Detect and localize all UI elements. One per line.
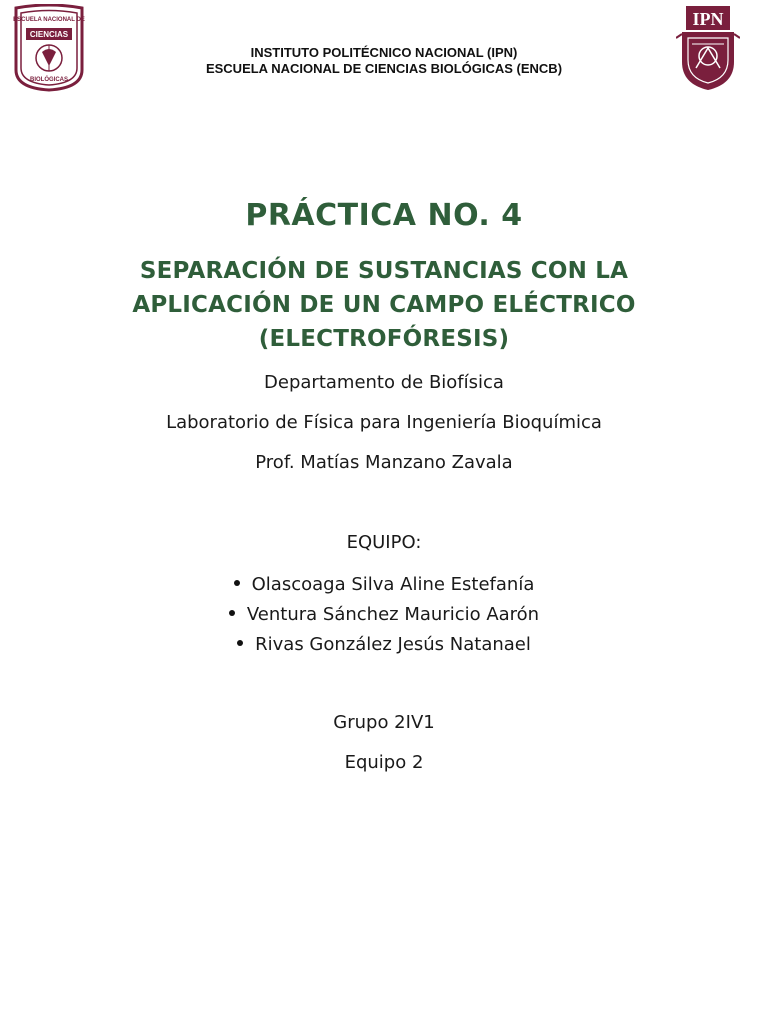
encb-seal-top-text: ESCUELA NACIONAL DE <box>13 17 85 23</box>
team-number: Equipo 2 <box>344 752 424 773</box>
bullet-icon <box>237 640 243 646</box>
member-name: Ventura Sánchez Mauricio Aarón <box>246 604 540 625</box>
encb-seal-mid-text: CIENCIAS <box>29 30 69 39</box>
list-item <box>60 630 708 660</box>
group-label: Grupo 2IV1 <box>333 712 435 733</box>
subtitle-line-3: (ELECTROFÓRESIS) <box>258 326 510 352</box>
subtitle-line-1: SEPARACIÓN DE SUSTANCIAS CON LA <box>139 258 629 284</box>
subtitle-line-2: APLICACIÓN DE UN CAMPO ELÉCTRICO <box>132 292 636 318</box>
laboratory-name: Laboratorio de Física para Ingeniería Bioquímica <box>166 412 602 433</box>
team-members-list <box>60 570 708 660</box>
institution-header <box>100 45 668 77</box>
institution-name: INSTITUTO POLITÉCNICO NACIONAL (IPN) <box>250 45 518 60</box>
list-item <box>60 570 708 600</box>
ipn-seal-icon <box>676 4 740 92</box>
department-name: Departamento de Biofísica <box>264 372 504 393</box>
bullet-icon <box>229 610 235 616</box>
team-label: EQUIPO: <box>346 532 422 553</box>
encb-seal-bottom-text: BIOLÓGICAS <box>29 77 69 83</box>
professor-name: Prof. Matías Manzano Zavala <box>255 452 513 473</box>
member-name: Rivas González Jesús Natanael <box>255 634 531 655</box>
school-name: ESCUELA NACIONAL DE CIENCIAS BIOLÓGICAS (ENCB) <box>205 61 563 76</box>
member-name: Olascoaga Silva Aline Estefanía <box>251 574 535 595</box>
ipn-seal-text: IPN <box>692 9 724 29</box>
list-item <box>60 600 708 630</box>
practice-title: PRÁCTICA NO. 4 <box>245 198 523 233</box>
bullet-icon <box>234 580 240 586</box>
practice-subtitle <box>110 254 658 356</box>
encb-seal-icon <box>12 4 86 92</box>
